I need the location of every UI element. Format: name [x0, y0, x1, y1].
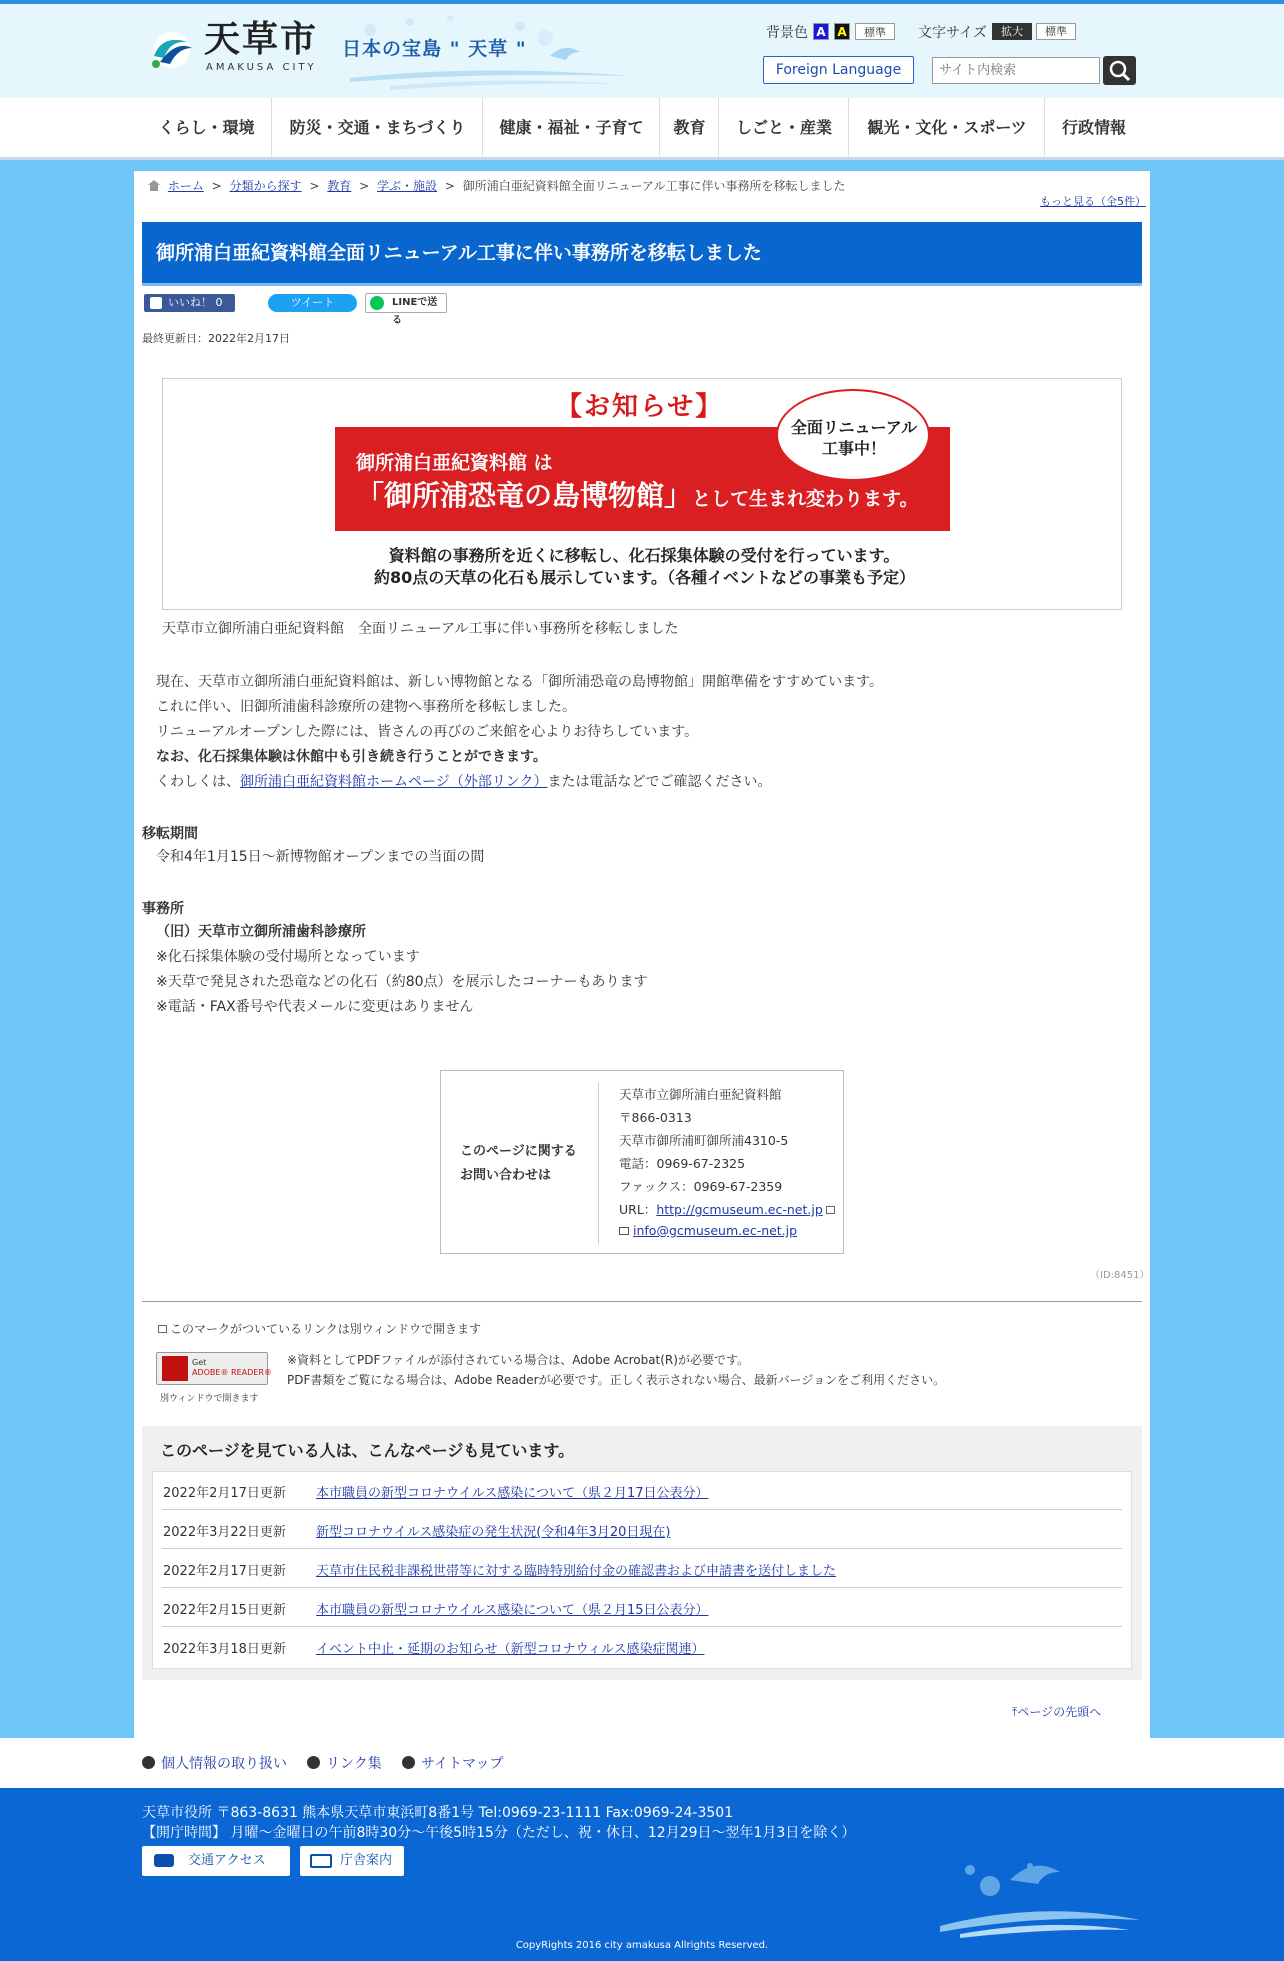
page-top-link[interactable]: [1012, 1703, 1101, 1720]
nav-item-work[interactable]: しごと・産業: [720, 98, 849, 158]
body-paragraph: リニューアルオープンした際には、皆さんの再びのご来館を心よりお待ちしています。: [156, 724, 699, 740]
related-link[interactable]: 本市職員の新型コロナウイルス感染について（県２月17日公表分）: [316, 1486, 709, 1501]
pdf-note: [287, 1350, 945, 1390]
contact-email-link[interactable]: info@gcmuseum.ec-net.jp: [633, 1223, 798, 1238]
adobe-pdf-icon: [162, 1356, 188, 1381]
search-icon: [1103, 56, 1136, 85]
banner-line2a: 「御所浦恐竜の島博物館」: [356, 479, 693, 512]
contact-fax: ファックス：0969-67-2359: [619, 1179, 783, 1194]
page-title: 御所浦白亜紀資料館全面リニューアル工事に伴い事務所を移転しました: [156, 242, 762, 264]
car-icon: [154, 1854, 174, 1867]
contact-tel: 電話：0969-67-2325: [619, 1156, 746, 1171]
banner-heading: 【お知らせ】: [556, 392, 724, 422]
banner-bubble-text: [784, 417, 924, 459]
home-icon: [148, 180, 160, 191]
breadcrumb-sep: >: [444, 179, 455, 193]
body-text: くわしくは、: [156, 774, 240, 790]
banner-line3a: 資料館の事務所を近くに移転し、化石採集体験の受付を行っています。: [388, 546, 900, 565]
office-note: ※天草で発見された恐竜などの化石（約80点）を展示したコーナーもあります: [156, 974, 648, 990]
contact-address: 天草市御所浦町御所浦4310-5: [619, 1133, 789, 1148]
adobe-text: [192, 1358, 272, 1378]
breadcrumb-home[interactable]: ホーム: [167, 179, 204, 193]
related-date: 2022年2月17日更新: [163, 1564, 286, 1579]
page-top-label: ページの先頭へ: [1017, 1705, 1102, 1719]
related-link[interactable]: イベント中止・延期のお知らせ（新型コロナウィルス感染症関連）: [316, 1642, 705, 1657]
body-paragraph-bold: なお、化石採集体験は休館中も引き続き行うことができます。: [156, 749, 547, 765]
tweet-button[interactable]: [268, 294, 357, 312]
image-caption: 天草市立御所浦白亜紀資料館 全面リニューアル工事に伴い事務所を移転しました: [162, 621, 679, 637]
related-date: 2022年2月17日更新: [163, 1486, 286, 1501]
bubble-text: 全面リニューアル 工事中！: [790, 418, 918, 458]
office-guide-label: 庁舎案内: [340, 1853, 393, 1868]
nav-item-disaster[interactable]: 防災・交通・まちづくり: [273, 98, 483, 158]
contact-email: [619, 1223, 797, 1238]
line-label: LINEで送る: [392, 297, 438, 326]
thumbs-up-icon: [150, 297, 162, 309]
chevron-circle-icon: [142, 1756, 155, 1769]
footer-link-links[interactable]: リンク集: [326, 1756, 382, 1772]
external-link-icon: [826, 1206, 835, 1214]
breadcrumb: [148, 177, 845, 194]
related-link[interactable]: 本市職員の新型コロナウイルス感染について（県２月15日公表分）: [316, 1603, 709, 1618]
related-link[interactable]: 天草市住民税非課税世帯等に対する臨時特別給付金の確認書および申請書を送付しました: [316, 1564, 837, 1579]
related-date: 2022年2月15日更新: [163, 1603, 286, 1618]
line-icon: [370, 296, 384, 310]
external-link-icon: [158, 1325, 167, 1333]
footer-address-line1: 天草市役所 〒863-8631 熊本県天草市東浜町8番1号 Tel:0969-23-1111 Fax:0969-24-3501: [142, 1805, 734, 1821]
nav-item-health[interactable]: 健康・福祉・子育て: [484, 98, 660, 158]
footer-dolphin-decoration: [930, 1840, 1150, 1940]
related-date: 2022年3月18日更新: [163, 1642, 286, 1657]
breadcrumb-sep: >: [211, 179, 222, 193]
copyright: CopyRights 2016 city amakusa Allrights Reserved.: [515, 1940, 769, 1951]
arrow-up-icon: ⤒: [1012, 1705, 1018, 1719]
nav-item-admin[interactable]: 行政情報: [1061, 118, 1126, 137]
footer-link-privacy[interactable]: 個人情報の取り扱い: [161, 1756, 287, 1772]
access-button[interactable]: [142, 1846, 290, 1876]
office-heading: 事務所: [142, 901, 184, 917]
contact-url-link[interactable]: http://gcmuseum.ec-net.jp: [656, 1202, 823, 1217]
bg-color-label: 背景色: [766, 25, 808, 41]
breadcrumb-sep: >: [359, 179, 370, 193]
external-window-note: [158, 1320, 481, 1337]
office-guide-button[interactable]: [300, 1846, 404, 1876]
tweet-label: ツイート: [290, 296, 335, 309]
body-paragraph: [156, 772, 771, 792]
related-link[interactable]: 新型コロナウイルス感染症の発生状況(令和4年3月20日現在): [316, 1525, 671, 1540]
period-heading: 移転期間: [142, 826, 198, 842]
banner-line2: [356, 474, 919, 514]
nav-item-living[interactable]: くらし・環境: [142, 98, 272, 158]
adobe-line1: Get: [192, 1358, 207, 1367]
breadcrumb-more-link[interactable]: もっと見る（全5件）: [1040, 195, 1146, 208]
banner-line1: 御所浦白亜紀資料館 は: [356, 452, 553, 474]
breadcrumb-current: 御所浦白亜紀資料館全面リニューアル工事に伴い事務所を移転しました: [462, 179, 846, 193]
body-paragraph: これに伴い、旧御所浦歯科診療所の建物へ事務所を移転しました。: [156, 699, 576, 715]
font-size-standard-button[interactable]: 標準: [1036, 23, 1076, 40]
url-label: URL：: [619, 1202, 657, 1217]
divider: [142, 1301, 1142, 1302]
city-logo-subtitle: AMAKUSA CITY: [206, 62, 317, 73]
bg-standard-button[interactable]: 標準: [855, 23, 895, 40]
footer-hours: 【開庁時間】 月曜～金曜日の午前8時30分～午後5時15分（ただし、祝・休日、12月29日～翌年1月3日を除く）: [142, 1825, 856, 1841]
breadcrumb-sep: >: [309, 179, 320, 193]
bg-blue-button[interactable]: A: [813, 23, 829, 40]
body-text: または電話などでご確認ください。: [547, 774, 772, 790]
search-button[interactable]: [1103, 56, 1136, 85]
museum-homepage-link[interactable]: 御所浦白亜紀資料館ホームページ（外部リンク）: [240, 774, 548, 790]
header-tagline: 日本の宝島 " 天草 ": [342, 38, 527, 60]
chevron-circle-icon: [402, 1756, 415, 1769]
like-label: いいね！ 0: [168, 296, 223, 309]
contact-org: 天草市立御所浦白亜紀資料館: [619, 1087, 782, 1102]
bg-yellow-button[interactable]: A: [834, 23, 850, 40]
ext-note-text: このマークがついているリンクは別ウィンドウで開きます: [170, 1322, 482, 1336]
banner-line3: [374, 545, 914, 589]
breadcrumb-facilities[interactable]: 学ぶ・施設: [377, 179, 438, 193]
access-label: 交通アクセス: [188, 1853, 266, 1868]
foreign-language-button[interactable]: Foreign Language: [763, 56, 914, 84]
contact-label: [460, 1140, 577, 1188]
office-note: ※化石採集体験の受付場所となっています: [156, 949, 420, 965]
breadcrumb-category[interactable]: 分類から探す: [229, 179, 302, 193]
contact-label-line2: お問い合わせは: [460, 1168, 552, 1183]
adobe-line2: ADOBE® READER®: [192, 1368, 272, 1377]
last-updated: 最終更新日：2022年2月17日: [142, 332, 290, 345]
facebook-like-button[interactable]: [144, 294, 235, 312]
city-logo-icon[interactable]: [148, 30, 196, 70]
chevron-circle-icon: [307, 1756, 320, 1769]
body-paragraph: 現在、天草市立御所浦白亜紀資料館は、新しい博物館となる「御所浦恐竜の島博物館」開館準備をすすめています。: [156, 674, 884, 690]
contact-divider: [598, 1082, 599, 1244]
contact-label-line1: このページに関する: [460, 1144, 577, 1159]
breadcrumb-education[interactable]: 教育: [327, 179, 352, 193]
pdf-note-line2: PDF書類をご覧になる場合は、Adobe Readerが必要です。正しく表示されない場合、最新バージョンをご利用ください。: [287, 1373, 946, 1387]
related-pages-title: このページを見ている人は、こんなページも見ています。: [160, 1441, 575, 1460]
building-icon: [310, 1854, 332, 1868]
footer-link-sitemap[interactable]: サイトマップ: [421, 1756, 504, 1772]
font-size-label: 文字サイズ: [918, 25, 987, 41]
related-date: 2022年3月22日更新: [163, 1525, 286, 1540]
font-size-large-button[interactable]: 拡大: [992, 23, 1032, 40]
period-text: 令和4年1月15日～新博物館オープンまでの当面の間: [156, 849, 485, 865]
contact-url: [619, 1200, 835, 1218]
adobe-note: 別ウィンドウで開きます: [160, 1394, 259, 1404]
office-name: （旧）天草市立御所浦歯科診療所: [156, 924, 366, 940]
mail-icon: [619, 1227, 629, 1235]
pdf-note-line1: ※資料としてPDFファイルが添付されている場合は、Adobe Acrobat(R)が必要です。: [287, 1353, 749, 1367]
office-note: ※電話・FAX番号や代表メールに変更はありません: [156, 999, 474, 1015]
banner-line3b: 約80点の天草の化石も展示しています。（各種イベントなどの事業も予定）: [374, 568, 915, 587]
nav-item-tourism[interactable]: 観光・文化・スポーツ: [850, 98, 1045, 158]
banner-line2b: として生まれ変わります。: [692, 488, 919, 510]
contact-zip: 〒866-0313: [619, 1110, 692, 1125]
footer-address: [142, 1803, 855, 1843]
city-logo-name[interactable]: 天草市: [204, 19, 319, 60]
page-id: （ID:8451）: [1090, 1270, 1150, 1281]
search-input[interactable]: [932, 57, 1100, 84]
nav-item-education[interactable]: 教育: [661, 98, 719, 158]
